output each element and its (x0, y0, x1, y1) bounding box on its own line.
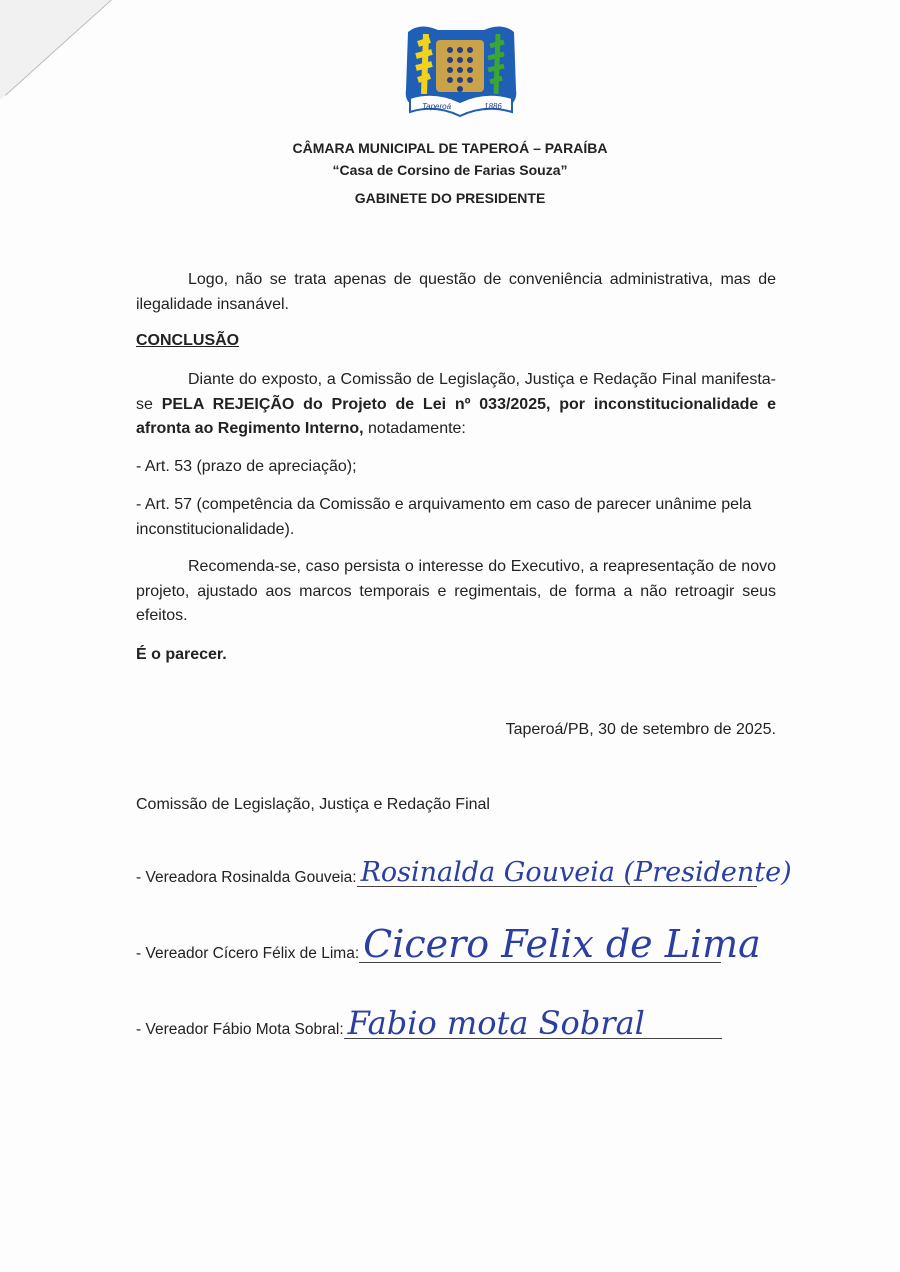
signature-row (136, 857, 792, 888)
institution-motto: “Casa de Corsino de Farias Souza” (332, 162, 568, 178)
paragraph-2-end: notadamente: (363, 420, 466, 437)
handwritten-signature: Fabio mota Sobral (347, 1004, 645, 1042)
svg-text:1886: 1886 (484, 102, 502, 111)
paragraph-2 (136, 368, 776, 442)
paragraph-1: Logo, não se trata apenas de questão de conveniência administrativa, mas de ilegalidade insanável. (136, 271, 776, 313)
institution-name: CÂMARA MUNICIPAL DE TAPEROÁ – PARAÍBA (292, 140, 608, 156)
committee-name: Comissão de Legislação, Justiça e Redação Final (136, 796, 490, 813)
signatory-label: - Vereador Fábio Mota Sobral: (136, 1021, 344, 1038)
item-art-57: - Art. 57 (competência da Comissão e arquivamento em caso de parecer unânime pela inconstitucionalidade). (136, 496, 752, 538)
signature-line (359, 922, 761, 966)
signature-line (357, 857, 792, 888)
svg-text:Taperoá: Taperoá (422, 102, 452, 111)
municipal-coat-of-arms-logo (400, 20, 522, 120)
conclusion-heading: CONCLUSÃO (136, 332, 240, 349)
signature-row (136, 1004, 722, 1042)
signatory-label: - Vereadora Rosinalda Gouveia: (136, 869, 357, 886)
office-name: GABINETE DO PRESIDENTE (354, 190, 546, 206)
signature-row (136, 922, 761, 966)
handwritten-signature: Cicero Felix de Lima (363, 922, 761, 966)
rejection-statement: PELA REJEIÇÃO do Projeto de Lei nº 033/2025, por inconstitucionalidade e afronta ao Regimento Interno, (136, 395, 776, 437)
handwritten-signature: Rosinalda Gouveia (Presidente) (360, 857, 792, 888)
signature-line (344, 1004, 722, 1042)
signatory-label: - Vereador Cícero Félix de Lima: (136, 945, 360, 962)
item-art-53: - Art. 53 (prazo de apreciação); (136, 458, 357, 475)
place-date: Taperoá/PB, 30 de setembro de 2025. (505, 721, 776, 738)
paragraph-3: Recomenda-se, caso persista o interesse do Executivo, a reapresentação de novo projeto, ajustado aos marcos temporais e regimentais, de forma a não retroagir seus efeitos. (136, 558, 776, 624)
paragraph-2-text: Diante do exposto, a Comissão de Legislação, Justiça e Redação Final manifesta-se (136, 371, 776, 413)
closing: É o parecer. (136, 646, 227, 663)
